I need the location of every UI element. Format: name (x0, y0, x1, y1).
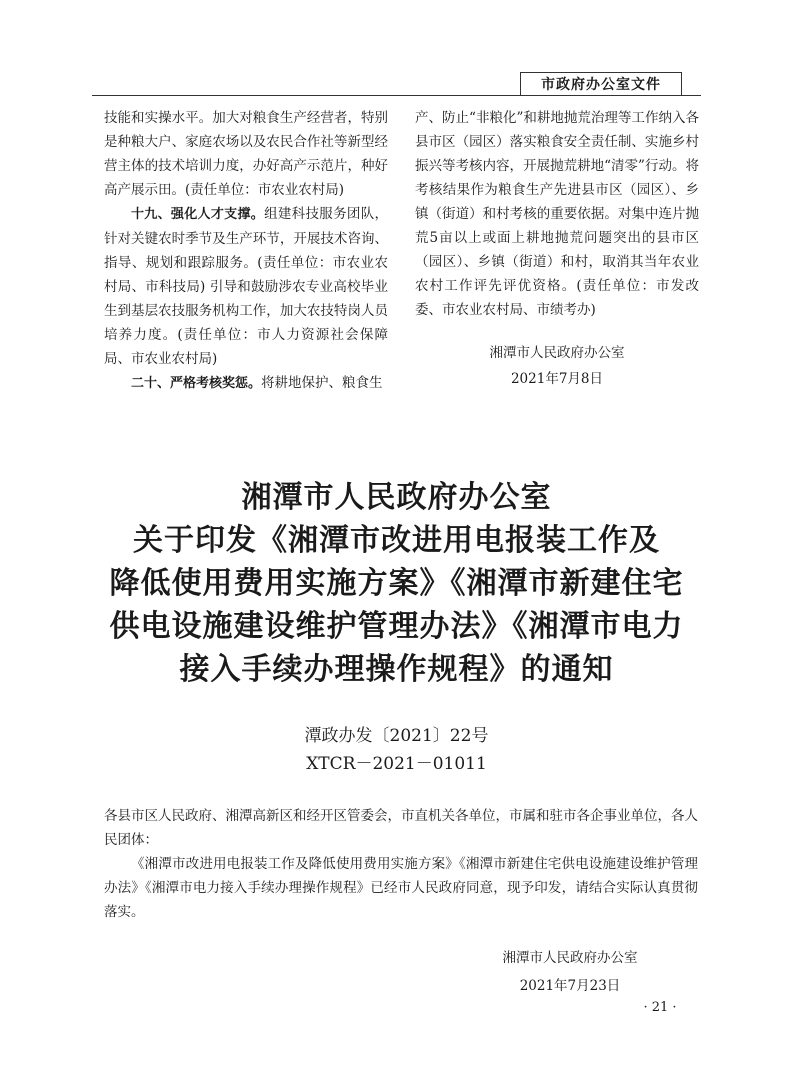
document-number (90, 722, 703, 778)
right-paragraph-1: 产、防止“非粮化”和耕地抛荒治理等工作纳入各县市区（园区）落实粮食安全责任制、实施乡村振兴等考核内容，开展抛荒耕地“清零”行动。将考核结果作为粮食生产先进县市区（园区）、乡镇（街道）和村考核的重要依据。对集中连片抛荒5亩以上或面上耕地抛荒问题突出的县市区（园区）、乡镇（街道）和村，取消其当年农业农村工作评先评优资格。(责任单位：市发改委、市农业农村局、市绩考办) (415, 110, 699, 318)
item-20-body: 将耕地保护、粮食生 (261, 375, 383, 391)
signature-org: 湘潭市人民政府办公室 (489, 345, 625, 361)
document-number-line-2: XTCR－2021－01011 (306, 754, 487, 774)
addressee: 各县市区人民政府、湘潭高新区和经开区管委会，市直机关各单位，市属和驻市各企事业单位，各人民团体： (104, 808, 698, 848)
title-line-4: 供电设施建设维护管理办法》《湘潭市电力 (109, 609, 684, 644)
footer-signature-org: 湘潭市人民政府办公室 (502, 950, 638, 966)
left-paragraph-2 (104, 202, 388, 371)
item-19-heading: 十九、强化人才支撑。 (131, 207, 265, 222)
title-line-2: 关于印发《湘潭市改进用电报装工作及 (133, 523, 660, 558)
signature-block-1 (415, 340, 699, 392)
notice-content: 《湘潭市改进用电报装工作及降低使用费用实施方案》《湘潭市新建住宅供电设施建设维护管理办法》《湘潭市电力接入手续办理操作规程》已经市人民政府同意，现予印发，请结合实际认真贯彻落实。 (104, 856, 698, 920)
document-number-line-1: 潭政办发〔2021〕22号 (304, 726, 489, 746)
notice-body (104, 804, 698, 924)
section-badge: 市政府办公室文件 (520, 72, 682, 96)
signature-block-2 (470, 944, 670, 1000)
left-column (104, 106, 388, 396)
title-line-1: 湘潭市人民政府办公室 (241, 480, 552, 515)
footer-signature-date: 2021年7月23日 (519, 978, 621, 994)
title-line-5: 接入手续办理操作规程》的通知 (179, 652, 614, 687)
page-number: · 21 · (643, 1000, 677, 1015)
left-paragraph-1: 技能和实操水平。加大对粮食生产经营者，特别是种粮大户、家庭农场以及农民合作社等新型经营主体的技术培训力度，办好高产示范片，种好高产展示田。(责任单位：市农业农村局) (104, 110, 388, 198)
left-paragraph-3 (104, 371, 388, 396)
notice-title (90, 476, 703, 691)
item-20-heading: 二十、严格考核奖惩。 (131, 376, 262, 391)
item-19-body: 组建科技服务团队，针对关键农时季节及生产环节，开展技术咨询、指导、规划和跟踪服务。(责任单位：市农业农村局、市科技局) 引导和鼓励涉农专业高校毕业生到基层农技服务机构工作，加大农技特岗人员培养力度。(责任单位：市人力资源社会保障局、市农业农村局) (104, 206, 388, 367)
title-line-3: 降低使用费用实施方案》《湘潭市新建住宅 (109, 566, 684, 601)
right-column (415, 106, 699, 392)
signature-date: 2021年7月8日 (510, 371, 604, 387)
